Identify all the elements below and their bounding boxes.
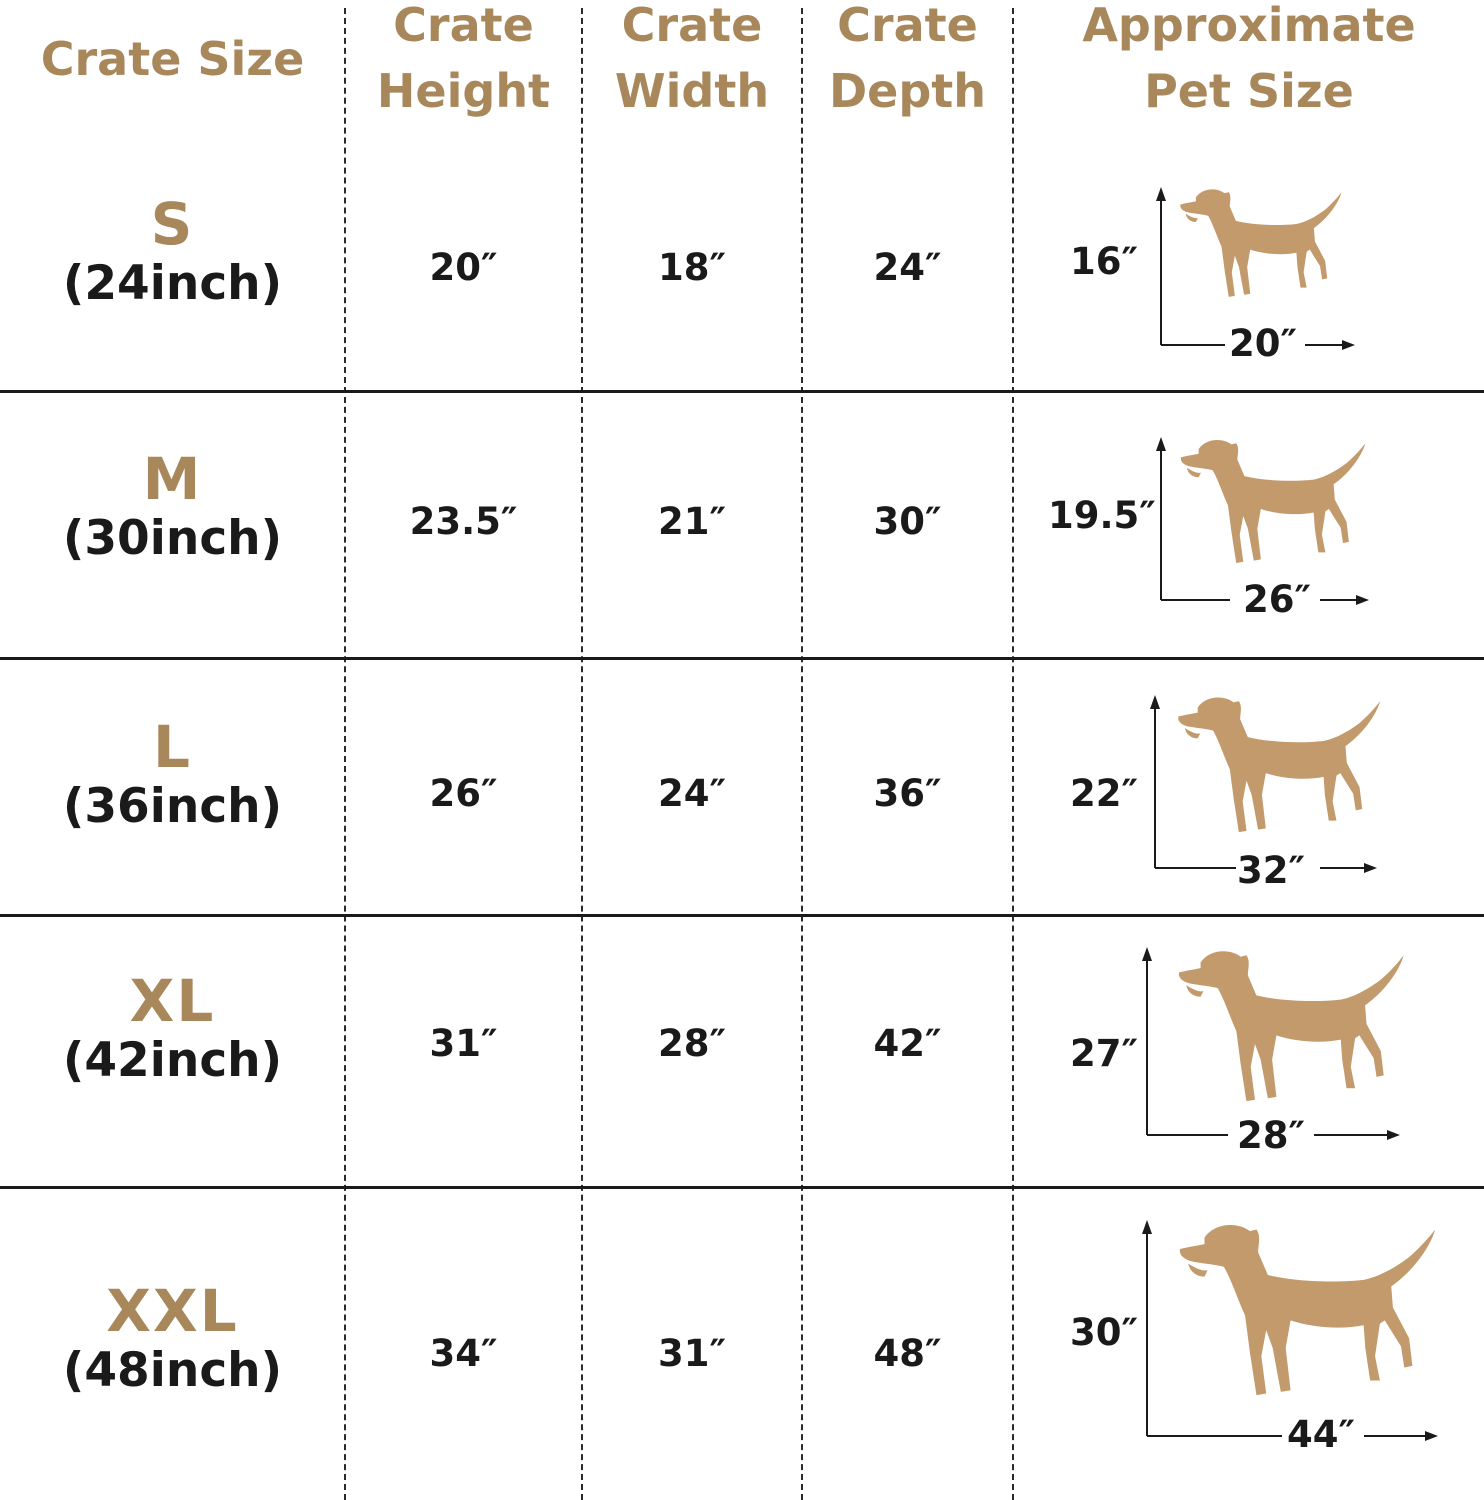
header-crate-height <box>346 0 581 124</box>
row-divider <box>0 657 1484 660</box>
pet-height-value: 22″ <box>1070 772 1139 815</box>
crate-height-value: 26″ <box>429 772 498 815</box>
crate-height-value: 23.5″ <box>409 500 518 543</box>
crate-height-value: 34″ <box>429 1332 498 1375</box>
header-crate-size-label: Crate Size <box>40 32 305 86</box>
row-divider <box>0 914 1484 917</box>
size-cell-xl <box>0 967 345 1090</box>
header-line: Pet Size <box>1144 64 1354 118</box>
column-divider <box>581 8 583 1500</box>
size-letter: M <box>142 445 203 513</box>
header-line: Crate <box>837 0 978 52</box>
crate-width-value: 31″ <box>657 1332 727 1375</box>
size-cell-m <box>0 445 345 568</box>
size-inches: (42inch) <box>62 1033 283 1088</box>
header-approximate-pet-size <box>1014 0 1484 124</box>
size-letter: L <box>153 713 192 781</box>
pet-length-value: 26″ <box>1243 578 1312 621</box>
header-line: Height <box>376 64 551 118</box>
size-letter: XL <box>129 967 216 1035</box>
header-line: Crate <box>621 0 763 52</box>
crate-depth-value: 30″ <box>873 500 942 543</box>
size-cell-xxl <box>0 1277 345 1400</box>
size-cell-s <box>0 190 345 313</box>
crate-width-value: 24″ <box>657 772 727 815</box>
header-line: Approximate <box>1082 0 1416 52</box>
size-letter: S <box>150 190 195 258</box>
column-divider <box>801 8 803 1500</box>
dog-silhouette-icon <box>1175 185 1345 303</box>
header-crate-width <box>583 0 801 124</box>
row-divider <box>0 390 1484 393</box>
size-inches: (24inch) <box>62 256 283 311</box>
size-inches: (30inch) <box>62 511 283 566</box>
dog-silhouette-icon <box>1172 945 1408 1110</box>
crate-depth-value: 48″ <box>873 1332 942 1375</box>
size-letter: XXL <box>106 1277 239 1345</box>
crate-width-value: 18″ <box>657 246 727 289</box>
pet-length-value: 44″ <box>1287 1413 1356 1456</box>
size-inches: (36inch) <box>62 779 283 834</box>
crate-height-value: 20″ <box>429 246 498 289</box>
pet-height-value: 19.5″ <box>1048 494 1156 537</box>
crate-width-value: 28″ <box>657 1022 727 1065</box>
dog-silhouette-icon <box>1172 692 1384 840</box>
crate-height-value: 31″ <box>429 1022 498 1065</box>
dog-silhouette-icon <box>1172 1218 1440 1405</box>
pet-height-value: 30″ <box>1070 1311 1139 1354</box>
header-crate-depth <box>803 0 1012 124</box>
column-divider <box>1012 8 1014 1500</box>
pet-height-value: 16″ <box>1070 240 1139 283</box>
pet-length-value: 20″ <box>1229 322 1298 365</box>
crate-depth-value: 36″ <box>873 772 942 815</box>
crate-depth-value: 24″ <box>873 246 942 289</box>
dog-silhouette-icon <box>1175 435 1369 570</box>
crate-width-value: 21″ <box>657 500 727 543</box>
size-cell-l <box>0 713 345 836</box>
header-line: Depth <box>828 64 987 118</box>
crate-depth-value: 42″ <box>873 1022 942 1065</box>
header-line: Crate <box>393 0 534 52</box>
pet-length-value: 28″ <box>1237 1114 1306 1157</box>
pet-height-value: 27″ <box>1070 1032 1139 1075</box>
header-crate-size <box>0 26 345 92</box>
header-line: Width <box>614 64 770 118</box>
size-inches: (48inch) <box>62 1343 283 1398</box>
row-divider <box>0 1186 1484 1189</box>
pet-length-value: 32″ <box>1237 849 1306 892</box>
